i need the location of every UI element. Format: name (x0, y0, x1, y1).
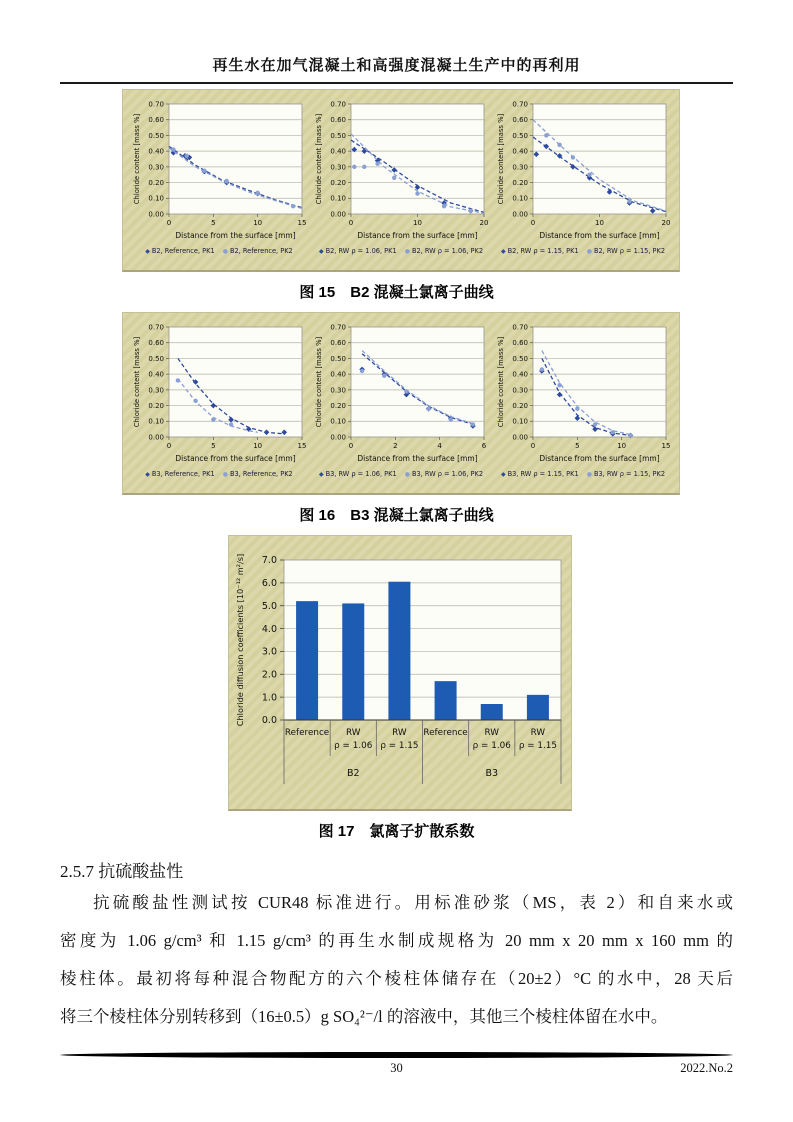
svg-text:0.20: 0.20 (148, 178, 164, 187)
svg-text:0.0: 0.0 (261, 715, 277, 727)
legend-item: ● B3, RW ρ = 1.06, PK2 (404, 470, 484, 478)
svg-text:0: 0 (530, 219, 536, 227)
svg-text:0.50: 0.50 (148, 131, 164, 140)
circle-marker-icon: ● (222, 248, 228, 255)
svg-text:0.40: 0.40 (330, 147, 346, 156)
svg-text:0.50: 0.50 (512, 354, 528, 363)
svg-text:0.30: 0.30 (330, 163, 346, 172)
diamond-marker-icon: ◆ (500, 248, 506, 255)
svg-text:Chloride content [mass %]: Chloride content [mass %] (133, 113, 141, 205)
footer (60, 1061, 733, 1079)
diamond-marker-icon: ◆ (318, 248, 324, 255)
svg-text:0.00: 0.00 (148, 210, 164, 219)
svg-text:0.60: 0.60 (148, 116, 164, 125)
footer-rule (60, 1052, 733, 1058)
fig15-chart-3-legend (495, 247, 671, 255)
svg-text:0.20: 0.20 (330, 401, 346, 410)
svg-text:10: 10 (253, 219, 263, 227)
svg-text:3.0: 3.0 (261, 646, 277, 658)
svg-text:Reference: Reference (423, 728, 468, 738)
svg-text:0.00: 0.00 (330, 433, 346, 442)
diamond-marker-icon: ◆ (145, 248, 150, 255)
svg-text:ρ = 1.06: ρ = 1.06 (334, 741, 373, 751)
svg-text:RW: RW (392, 728, 407, 738)
svg-text:0.10: 0.10 (330, 417, 346, 426)
fig16-chart-3 (495, 321, 671, 478)
svg-text:Distance from the surface [mm]: Distance from the surface [mm] (539, 231, 660, 240)
diamond-marker-icon: ◆ (318, 471, 324, 478)
figure-15-panel (122, 89, 680, 272)
svg-text:10: 10 (595, 219, 604, 227)
svg-text:5: 5 (575, 442, 580, 450)
svg-text:Chloride content [mass %]: Chloride content [mass %] (315, 113, 323, 205)
svg-text:0.50: 0.50 (512, 131, 528, 140)
legend-item: ◆ B3, Reference, PK1 (145, 470, 215, 478)
fig16-chart-2-plot (313, 321, 489, 467)
svg-text:0.60: 0.60 (512, 116, 528, 125)
svg-text:Chloride content [mass %]: Chloride content [mass %] (315, 336, 323, 428)
svg-text:Chloride content [mass %]: Chloride content [mass %] (497, 336, 505, 428)
fig16-chart-1-legend (131, 470, 307, 478)
figure-16-panel (122, 312, 680, 495)
fig17-bar-chart (230, 548, 570, 800)
svg-text:20: 20 (479, 219, 489, 227)
svg-text:0.50: 0.50 (148, 354, 164, 363)
svg-text:0.70: 0.70 (148, 323, 164, 332)
svg-text:ρ = 1.06: ρ = 1.06 (472, 741, 511, 751)
legend-item: ● B2, Reference, PK2 (222, 247, 293, 255)
svg-text:0.00: 0.00 (330, 210, 346, 219)
svg-text:0.70: 0.70 (512, 323, 528, 332)
body-paragraph (60, 884, 733, 1036)
svg-text:0: 0 (166, 442, 172, 450)
fig16-chart-3-plot (495, 321, 671, 467)
svg-text:RW: RW (346, 728, 361, 738)
paragraph-line: 棱柱体。最初将每种混合物配方的六个棱柱体储存在（20±2）°C 的水中，28 天后 (60, 969, 733, 988)
circle-marker-icon: ● (404, 248, 410, 255)
svg-text:0.60: 0.60 (330, 116, 346, 125)
svg-text:0.50: 0.50 (330, 131, 346, 140)
legend-item: ◆ B2, RW ρ = 1.06, PK1 (318, 247, 397, 255)
svg-text:5: 5 (211, 442, 216, 450)
svg-text:0.70: 0.70 (330, 323, 346, 332)
page-title: 再生水在加气混凝土和高强度混凝土生产中的再利用 (212, 58, 581, 74)
svg-text:B3: B3 (485, 768, 499, 779)
circle-marker-icon: ● (586, 248, 592, 255)
legend-item: ● B3, RW ρ = 1.15, PK2 (586, 470, 666, 478)
svg-text:0.60: 0.60 (148, 339, 164, 348)
svg-text:0.10: 0.10 (512, 417, 528, 426)
svg-text:0.40: 0.40 (512, 147, 528, 156)
fig15-chart-2-plot (313, 98, 489, 244)
svg-text:Chloride content [mass %]: Chloride content [mass %] (133, 336, 141, 428)
section-heading: 2.5.7 抗硫酸盐性 (60, 862, 184, 881)
svg-text:0: 0 (166, 219, 172, 227)
svg-text:Distance from the surface [mm]: Distance from the surface [mm] (175, 231, 296, 240)
legend-item: ◆ B2, Reference, PK1 (145, 247, 215, 255)
legend-item: ◆ B3, RW ρ = 1.06, PK1 (318, 470, 397, 478)
svg-text:Distance from the surface [mm]: Distance from the surface [mm] (175, 454, 296, 463)
svg-text:ρ = 1.15: ρ = 1.15 (518, 741, 557, 751)
fig15-chart-1-plot (131, 98, 307, 244)
figure-15-chart-row (123, 90, 679, 255)
svg-text:4: 4 (437, 442, 442, 450)
circle-marker-icon: ● (404, 471, 410, 478)
svg-text:0: 0 (530, 442, 536, 450)
svg-text:B2: B2 (346, 768, 360, 779)
svg-text:0.30: 0.30 (148, 386, 164, 395)
fig15-chart-2-legend (313, 247, 489, 255)
svg-text:1.0: 1.0 (261, 692, 277, 704)
svg-text:0.00: 0.00 (512, 433, 528, 442)
svg-text:0: 0 (348, 442, 354, 450)
svg-text:0.30: 0.30 (512, 163, 528, 172)
legend-item: ◆ B2, RW ρ = 1.15, PK1 (500, 247, 579, 255)
fig16-chart-3-legend (495, 470, 671, 478)
svg-text:4.0: 4.0 (261, 623, 277, 635)
svg-text:ρ = 1.15: ρ = 1.15 (380, 741, 419, 751)
svg-text:Distance from the surface [mm]: Distance from the surface [mm] (357, 454, 478, 463)
svg-text:0.70: 0.70 (512, 100, 528, 109)
svg-text:0.20: 0.20 (512, 178, 528, 187)
fig15-chart-3-plot (495, 98, 671, 244)
figure-17-caption: 图 17 氯离子扩散系数 (318, 823, 475, 840)
svg-text:0.30: 0.30 (330, 386, 346, 395)
svg-text:0.10: 0.10 (330, 194, 346, 203)
header-rule (60, 82, 733, 84)
diamond-marker-icon: ◆ (500, 471, 506, 478)
svg-text:Distance from the surface [mm]: Distance from the surface [mm] (357, 231, 478, 240)
legend-item: ● B3, Reference, PK2 (222, 470, 293, 478)
svg-text:2.0: 2.0 (261, 669, 277, 681)
paragraph-line: 抗硫酸盐性测试按 CUR48 标准进行。用标准砂浆（MS，表 2）和自来水或 (93, 893, 733, 912)
svg-text:0.20: 0.20 (148, 401, 164, 410)
svg-text:0: 0 (348, 219, 354, 227)
figure-16-caption: 图 16 B3 混凝土氯离子曲线 (299, 507, 494, 524)
svg-text:0.00: 0.00 (512, 210, 528, 219)
svg-text:20: 20 (661, 219, 671, 227)
svg-text:0.40: 0.40 (148, 370, 164, 379)
svg-text:0.40: 0.40 (330, 370, 346, 379)
svg-text:Chloride content [mass %]: Chloride content [mass %] (497, 113, 505, 205)
svg-text:15: 15 (297, 219, 307, 227)
svg-text:Reference: Reference (284, 728, 330, 738)
fig15-chart-3 (495, 98, 671, 255)
fig15-chart-2 (313, 98, 489, 255)
svg-text:0.20: 0.20 (330, 178, 346, 187)
legend-item: ● B2, RW ρ = 1.15, PK2 (586, 247, 666, 255)
paragraph-line: 将三个棱柱体分别转移到（16±0.5）g SO₄²⁻/l 的溶液中，其他三个棱柱体留在水中。 (60, 1007, 668, 1026)
svg-text:0.20: 0.20 (512, 401, 528, 410)
svg-text:5.0: 5.0 (261, 600, 277, 612)
svg-text:0.30: 0.30 (148, 163, 164, 172)
svg-text:RW: RW (484, 728, 499, 738)
svg-text:6: 6 (481, 442, 487, 450)
svg-text:15: 15 (661, 442, 671, 450)
svg-text:10: 10 (617, 442, 627, 450)
issue-label: 2022.No.2 (680, 1061, 733, 1075)
paragraph-line: 密度为 1.06 g/cm³ 和 1.15 g/cm³ 的再生水制成规格为 20 mm x 20 mm x 160 mm 的 (60, 931, 733, 950)
svg-text:Chloride diffusion coefficient: Chloride diffusion coefficients [10⁻¹² m²/s] (235, 553, 245, 727)
svg-text:0.70: 0.70 (330, 100, 346, 109)
svg-text:RW: RW (530, 728, 546, 738)
fig16-chart-2-legend (313, 470, 489, 478)
svg-text:7.0: 7.0 (261, 555, 277, 567)
svg-text:10: 10 (253, 442, 263, 450)
svg-text:5: 5 (211, 219, 216, 227)
svg-text:0.10: 0.10 (148, 194, 164, 203)
svg-text:2: 2 (393, 442, 398, 450)
svg-text:6.0: 6.0 (261, 578, 277, 590)
circle-marker-icon: ● (222, 471, 228, 478)
legend-item: ● B2, RW ρ = 1.06, PK2 (404, 247, 484, 255)
svg-text:0.10: 0.10 (148, 417, 164, 426)
fig16-chart-1-plot (131, 321, 307, 467)
svg-text:0.60: 0.60 (512, 339, 528, 348)
svg-text:0.50: 0.50 (330, 354, 346, 363)
fig16-chart-2 (313, 321, 489, 478)
figure-15-caption: 图 15 B2 混凝土氯离子曲线 (299, 284, 494, 301)
circle-marker-icon: ● (586, 471, 592, 478)
figure-16-chart-row (123, 313, 679, 478)
svg-text:15: 15 (297, 442, 307, 450)
svg-text:0.70: 0.70 (148, 100, 164, 109)
svg-text:0.40: 0.40 (148, 147, 164, 156)
fig16-chart-1 (131, 321, 307, 478)
page-number: 30 (390, 1061, 403, 1075)
svg-text:10: 10 (413, 219, 422, 227)
figure-17-panel (228, 535, 572, 811)
diamond-marker-icon: ◆ (145, 471, 150, 478)
fig15-chart-1-legend (131, 247, 307, 255)
svg-text:0.60: 0.60 (330, 339, 346, 348)
legend-item: ◆ B3, RW ρ = 1.15, PK1 (500, 470, 579, 478)
svg-text:0.30: 0.30 (512, 386, 528, 395)
svg-text:0.40: 0.40 (512, 370, 528, 379)
fig15-chart-1 (131, 98, 307, 255)
svg-text:Distance from the surface [mm]: Distance from the surface [mm] (539, 454, 660, 463)
svg-text:0.10: 0.10 (512, 194, 528, 203)
svg-text:0.00: 0.00 (148, 433, 164, 442)
